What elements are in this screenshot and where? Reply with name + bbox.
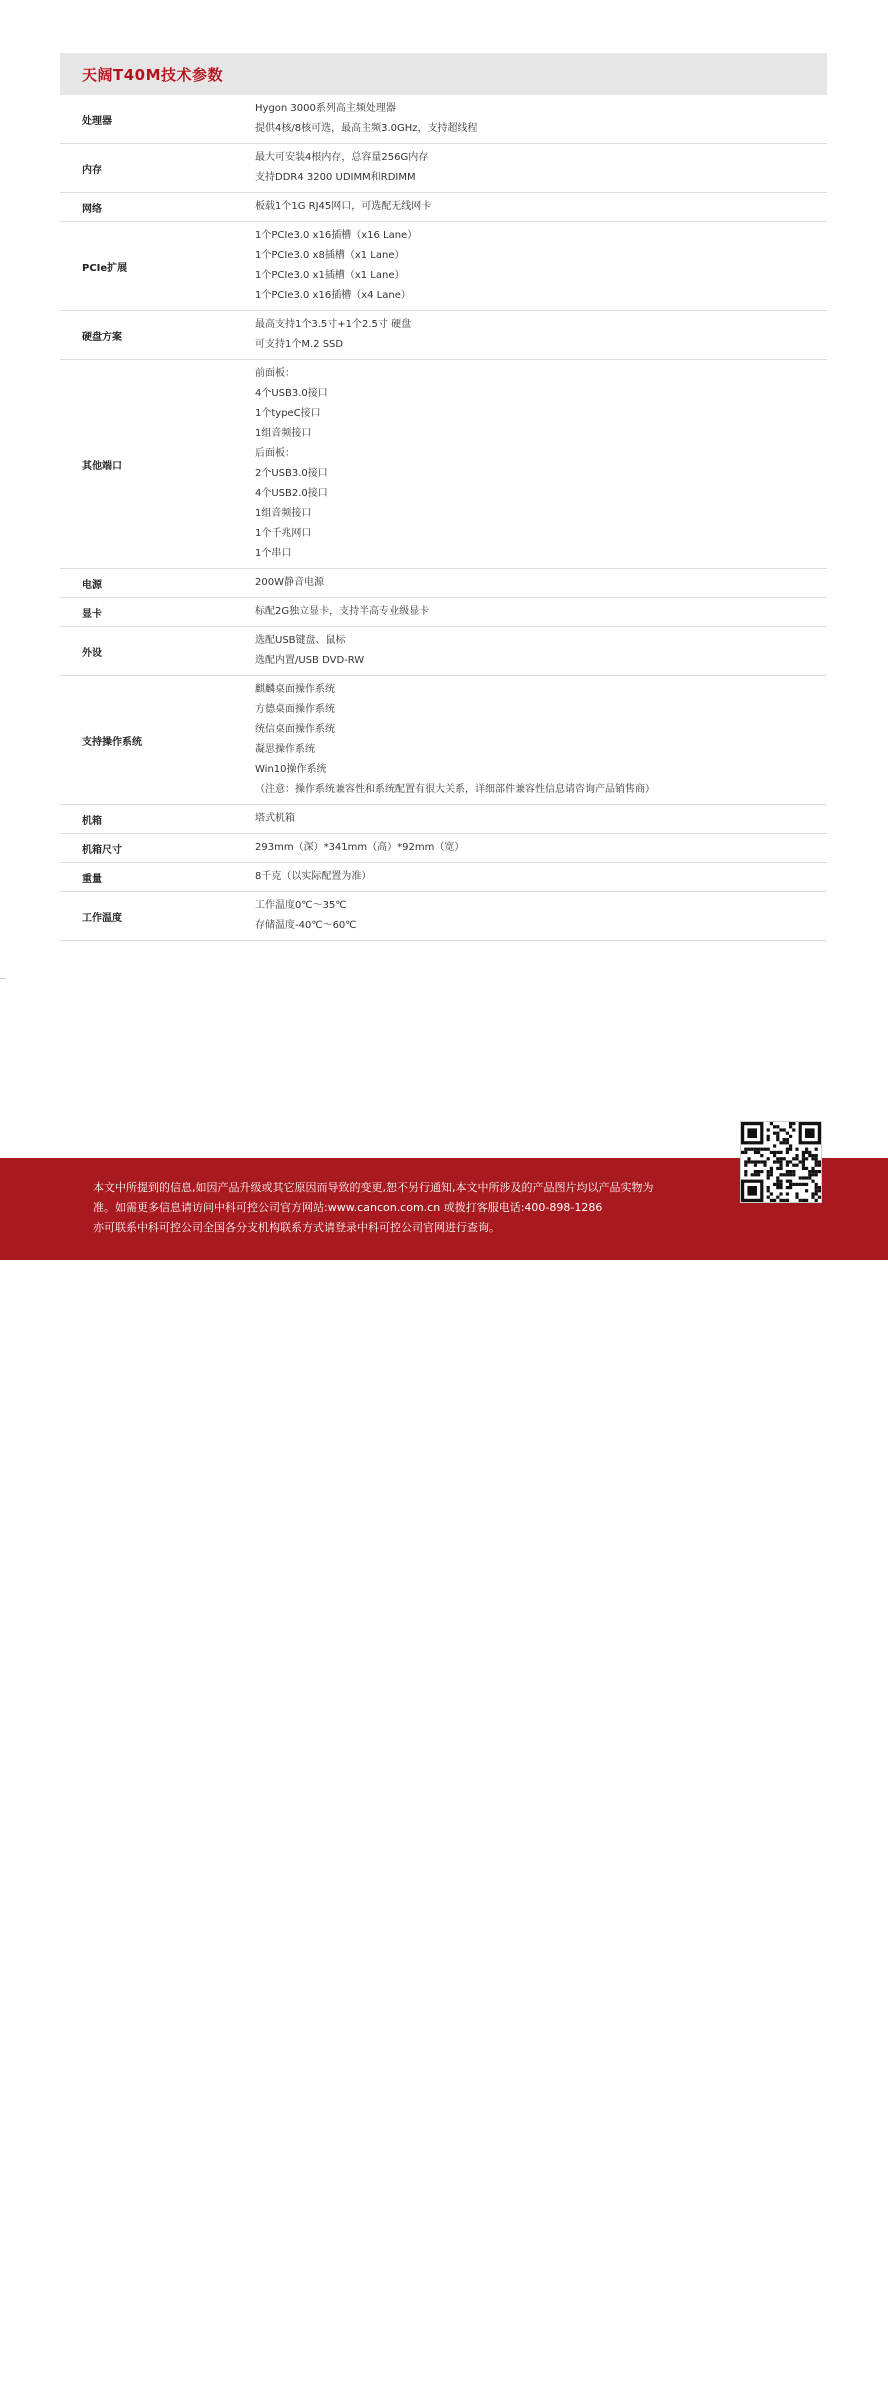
- qr-module: [805, 1189, 808, 1192]
- spec-row: [60, 95, 827, 144]
- qr-module: [815, 1154, 818, 1157]
- qr-module: [779, 1164, 782, 1167]
- qr-module: [795, 1196, 798, 1199]
- qr-module: [783, 1141, 786, 1144]
- qr-module: [802, 1183, 805, 1186]
- qr-module: [779, 1160, 782, 1163]
- spec-values: [255, 569, 827, 597]
- qr-code-graphic: [741, 1122, 821, 1202]
- qr-module: [795, 1164, 798, 1167]
- edge-mark: [0, 978, 6, 979]
- qr-module: [792, 1164, 795, 1167]
- qr-module: [757, 1170, 760, 1173]
- spec-row: [60, 222, 827, 311]
- qr-module: [789, 1160, 792, 1163]
- spec-value-line: 200W静音电源: [255, 577, 324, 588]
- qr-module: [786, 1132, 789, 1135]
- spec-header: [60, 53, 827, 95]
- qr-module: [802, 1164, 805, 1167]
- qr-module: [805, 1167, 808, 1170]
- qr-module: [744, 1151, 747, 1154]
- qr-module: [779, 1167, 782, 1170]
- spec-value-line: 选配USB键盘、鼠标: [255, 635, 346, 646]
- qr-module: [767, 1189, 770, 1192]
- spec-label: 重量: [82, 873, 102, 885]
- spec-values: [255, 627, 827, 675]
- qr-module: [808, 1154, 811, 1157]
- spec-value-line: 选配内置/USB DVD-RW: [255, 655, 365, 666]
- qr-module: [818, 1196, 821, 1199]
- qr-module: [770, 1151, 773, 1154]
- qr-module: [815, 1164, 818, 1167]
- spec-row: [60, 144, 827, 193]
- qr-module: [786, 1160, 789, 1163]
- spec-label: 硬盘方案: [82, 331, 122, 343]
- spec-value-line: 1个PCIe3.0 x16插槽（x16 Lane）: [255, 230, 418, 241]
- qr-module: [767, 1196, 770, 1199]
- qr-module: [779, 1183, 782, 1186]
- qr-module: [815, 1183, 818, 1186]
- qr-module: [754, 1170, 757, 1173]
- qr-module: [760, 1154, 763, 1157]
- spec-value-line: 统信桌面操作系统: [255, 724, 335, 735]
- qr-module: [779, 1141, 782, 1144]
- qr-module: [815, 1189, 818, 1192]
- qr-module: [802, 1151, 805, 1154]
- qr-module: [811, 1173, 814, 1176]
- qr-caption-line: 中科可控官网进行查询: [747, 2379, 817, 2387]
- qr-module: [811, 1192, 814, 1195]
- qr-module: [744, 1164, 747, 1167]
- spec-row: [60, 360, 827, 569]
- qr-module: [789, 1186, 792, 1189]
- qr-module: [815, 1173, 818, 1176]
- spec-row: [60, 676, 827, 805]
- qr-module: [747, 1157, 750, 1160]
- spec-values: [255, 193, 827, 221]
- spec-value-line: 293mm（深）*341mm（高）*92mm（宽）: [255, 842, 465, 853]
- qr-module: [789, 1144, 792, 1147]
- qr-module: [799, 1176, 802, 1179]
- spec-label: 显卡: [82, 608, 102, 620]
- qr-module: [815, 1199, 818, 1202]
- spec-label: 工作温度: [82, 912, 122, 924]
- footer-line: 本文中所提到的信息,如因产品升级或其它原因而导致的变更,恕不另行通知,本文中所涉及的产品图片均以产品实物为: [93, 1181, 654, 1194]
- spec-label: 外设: [82, 647, 102, 659]
- spec-title: 天阔T40M技术参数: [82, 65, 224, 84]
- qr-module: [786, 1192, 789, 1195]
- qr-module: [786, 1170, 789, 1173]
- spec-value-line: 1个串口: [255, 548, 292, 559]
- spec-value-line: 1个千兆网口: [255, 528, 312, 539]
- qr-module: [811, 1157, 814, 1160]
- qr-module: [789, 1183, 792, 1186]
- qr-module: [767, 1138, 770, 1141]
- qr-module: [773, 1125, 776, 1128]
- qr-module: [779, 1199, 782, 1202]
- qr-module: [773, 1154, 776, 1157]
- spec-values: [255, 892, 827, 940]
- spec-section: [60, 53, 827, 941]
- qr-module: [773, 1132, 776, 1135]
- spec-row: [60, 892, 827, 941]
- spec-values: [255, 311, 827, 359]
- spec-values: [255, 863, 827, 891]
- qr-module: [754, 1160, 757, 1163]
- qr-module: [792, 1157, 795, 1160]
- qr-module: [799, 1199, 802, 1202]
- qr-module: [779, 1192, 782, 1195]
- qr-module: [779, 1186, 782, 1189]
- qr-module: [776, 1132, 779, 1135]
- qr-module: [757, 1151, 760, 1154]
- spec-row: [60, 627, 827, 676]
- qr-module: [792, 1170, 795, 1173]
- qr-module: [789, 1122, 792, 1125]
- qr-module: [779, 1157, 782, 1160]
- qr-module: [795, 1154, 798, 1157]
- qr-module: [815, 1192, 818, 1195]
- qr-module: [767, 1170, 770, 1173]
- qr-module: [815, 1148, 818, 1151]
- qr-module: [773, 1151, 776, 1154]
- qr-module: [805, 1183, 808, 1186]
- qr-module: [786, 1164, 789, 1167]
- spec-value-line: Hygon 3000系列高主频处理器: [255, 103, 396, 114]
- spec-row: [60, 193, 827, 222]
- spec-row: [60, 834, 827, 863]
- spec-value-line: 8千克（以实际配置为准）: [255, 871, 372, 882]
- spec-values: [255, 222, 827, 310]
- qr-module: [818, 1160, 821, 1163]
- qr-module: [773, 1183, 776, 1186]
- qr-module: [760, 1170, 763, 1173]
- qr-module: [815, 1170, 818, 1173]
- qr-module: [776, 1125, 779, 1128]
- qr-module: [786, 1141, 789, 1144]
- spec-row: [60, 598, 827, 627]
- qr-module: [754, 1164, 757, 1167]
- qr-module: [818, 1186, 821, 1189]
- qr-module: [776, 1157, 779, 1160]
- qr-module: [786, 1151, 789, 1154]
- qr-module: [760, 1148, 763, 1151]
- qr-module: [811, 1167, 814, 1170]
- qr-module: [789, 1125, 792, 1128]
- spec-value-line: 凝思操作系统: [255, 744, 315, 755]
- qr-module: [799, 1183, 802, 1186]
- qr-module: [767, 1176, 770, 1179]
- qr-module: [811, 1180, 814, 1183]
- qr-module: [770, 1173, 773, 1176]
- qr-module: [776, 1138, 779, 1141]
- spec-label: 机箱尺寸: [82, 844, 122, 856]
- qr-module: [795, 1148, 798, 1151]
- qr-module: [767, 1186, 770, 1189]
- qr-module: [786, 1186, 789, 1189]
- qr-module: [773, 1144, 776, 1147]
- spec-row: [60, 311, 827, 360]
- spec-values: [255, 805, 827, 833]
- spec-values: [255, 144, 827, 192]
- spec-value-line: 最大可安装4根内存，总容量256G内存: [255, 152, 429, 163]
- qr-module: [786, 1173, 789, 1176]
- qr-module: [773, 1160, 776, 1163]
- footer-line: 准。如需更多信息请访问中科可控公司官方网站:www.cancon.com.cn 或拨打客服电话:400-898-1286: [93, 1201, 603, 1214]
- spec-value-line: 塔式机箱: [255, 813, 295, 824]
- qr-module: [808, 1173, 811, 1176]
- qr-module: [815, 1160, 818, 1163]
- qr-module: [789, 1148, 792, 1151]
- spec-label: PCIe扩展: [82, 262, 128, 274]
- qr-module: [808, 1170, 811, 1173]
- qr-module: [789, 1135, 792, 1138]
- qr-module: [744, 1170, 747, 1173]
- qr-module: [760, 1160, 763, 1163]
- qr-module: [757, 1148, 760, 1151]
- qr-module: [786, 1199, 789, 1202]
- spec-label: 网络: [82, 203, 102, 215]
- qr-module: [795, 1157, 798, 1160]
- qr-module: [783, 1138, 786, 1141]
- qr-module: [767, 1128, 770, 1131]
- qr-module: [747, 1186, 757, 1196]
- qr-module: [776, 1151, 779, 1154]
- spec-value-line: 存储温度-40℃～60℃: [255, 920, 357, 931]
- qr-module: [779, 1128, 782, 1131]
- qr-module: [754, 1173, 757, 1176]
- qr-module: [747, 1148, 750, 1151]
- spec-label: 支持操作系统: [82, 736, 142, 748]
- qr-module: [757, 1160, 760, 1163]
- qr-module: [786, 1180, 789, 1183]
- spec-label: 机箱: [82, 815, 102, 827]
- spec-value-line: 标配2G独立显卡，支持半高专业级显卡: [255, 606, 430, 617]
- qr-module: [786, 1148, 789, 1151]
- qr-caption: [726, 2365, 838, 2389]
- qr-module: [792, 1183, 795, 1186]
- spec-row: [60, 569, 827, 598]
- spec-row: [60, 863, 827, 892]
- spec-values: [255, 598, 827, 626]
- spec-row: [60, 805, 827, 834]
- qr-module: [744, 1160, 747, 1163]
- qr-module: [795, 1192, 798, 1195]
- spec-table: [60, 95, 827, 941]
- spec-value-line: 1个typeC接口: [255, 408, 321, 419]
- qr-module: [789, 1173, 792, 1176]
- spec-label: 内存: [82, 164, 102, 176]
- spec-value-line: 方德桌面操作系统: [255, 704, 335, 715]
- qr-module: [751, 1160, 754, 1163]
- qr-module: [770, 1170, 773, 1173]
- qr-module: [783, 1157, 786, 1160]
- qr-module: [805, 1148, 808, 1151]
- qr-module: [776, 1176, 779, 1179]
- spec-label: 其他端口: [82, 460, 122, 472]
- qr-module: [767, 1157, 770, 1160]
- qr-module: [792, 1122, 795, 1125]
- qr-module: [770, 1122, 773, 1125]
- qr-module: [802, 1160, 805, 1163]
- qr-module: [770, 1192, 773, 1195]
- spec-value-line: 后面板：: [255, 448, 295, 459]
- qr-module: [763, 1148, 766, 1151]
- qr-module: [815, 1157, 818, 1160]
- qr-module: [754, 1151, 757, 1154]
- qr-module: [779, 1151, 782, 1154]
- qr-module: [770, 1167, 773, 1170]
- qr-module: [763, 1164, 766, 1167]
- qr-module: [792, 1173, 795, 1176]
- spec-value-line: 1组音频接口: [255, 508, 312, 519]
- spec-value-line: Win10操作系统: [255, 764, 327, 775]
- qr-module: [751, 1173, 754, 1176]
- spec-value-line: 1个PCIe3.0 x8插槽（x1 Lane）: [255, 250, 405, 261]
- qr-module: [802, 1157, 805, 1160]
- qr-module: [767, 1173, 770, 1176]
- spec-label: 处理器: [82, 115, 112, 127]
- qr-module: [747, 1160, 750, 1163]
- qr-module: [818, 1170, 821, 1173]
- qr-module: [818, 1164, 821, 1167]
- qr-module: [802, 1154, 805, 1157]
- qr-module: [744, 1148, 747, 1151]
- qr-module: [763, 1160, 766, 1163]
- spec-value-line: 提供4核/8核可选，最高主频3.0GHz，支持超线程: [255, 123, 478, 134]
- spec-value-line: 最高支持1个3.5寸+1个2.5寸 硬盘: [255, 319, 412, 330]
- qr-module: [805, 1157, 808, 1160]
- qr-caption-line: 如需更多信息请登录: [750, 2367, 814, 2375]
- spec-value-line: 4个USB3.0接口: [255, 388, 328, 399]
- qr-module: [808, 1151, 811, 1154]
- qr-module: [776, 1160, 779, 1163]
- spec-value-line: 可支持1个M.2 SSD: [255, 339, 344, 350]
- qr-module: [779, 1180, 782, 1183]
- qr-module: [741, 1151, 744, 1154]
- qr-module: [757, 1173, 760, 1176]
- spec-value-line: 前面板：: [255, 368, 295, 379]
- spec-values: [255, 834, 827, 862]
- qr-module: [776, 1167, 779, 1170]
- qr-module: [773, 1199, 776, 1202]
- qr-module: [783, 1173, 786, 1176]
- spec-value-line: 工作温度0℃～35℃: [255, 900, 347, 911]
- qr-module: [779, 1173, 782, 1176]
- qr-module: [776, 1186, 779, 1189]
- qr-module: [805, 1176, 808, 1179]
- spec-value-line: 支持DDR4 3200 UDIMM和RDIMM: [255, 172, 416, 183]
- spec-value-line: （注意：操作系统兼容性和系统配置有很大关系，详细部件兼容性信息请咨询产品销售商）: [255, 784, 655, 795]
- qr-module: [805, 1199, 808, 1202]
- qr-module: [776, 1180, 779, 1183]
- qr-module: [754, 1148, 757, 1151]
- qr-module: [811, 1170, 814, 1173]
- footer-line: 亦可联系中科可控公司全国各分支机构联系方式请登录中科可控公司官网进行查询。: [93, 1221, 500, 1234]
- qr-module: [751, 1148, 754, 1151]
- qr-module: [770, 1199, 773, 1202]
- qr-module: [795, 1183, 798, 1186]
- qr-module: [802, 1199, 805, 1202]
- spec-value-line: 2个USB3.0接口: [255, 468, 328, 479]
- qr-module: [818, 1189, 821, 1192]
- qr-module: [783, 1128, 786, 1131]
- qr-module: [776, 1196, 779, 1199]
- qr-module: [747, 1128, 757, 1138]
- spec-value-line: 板载1个1G RJ45网口，可选配无线网卡: [255, 201, 432, 212]
- qr-module: [776, 1135, 779, 1138]
- spec-values: [255, 360, 827, 568]
- spec-values: [255, 95, 827, 143]
- qr-module: [811, 1196, 814, 1199]
- qr-module: [802, 1176, 805, 1179]
- qr-module: [776, 1183, 779, 1186]
- qr-module: [811, 1154, 814, 1157]
- qr-module: [802, 1167, 805, 1170]
- footer-disclaimer: [93, 1178, 713, 1238]
- qr-module: [789, 1170, 792, 1173]
- spec-value-line: 4个USB2.0接口: [255, 488, 328, 499]
- spec-value-line: 1个PCIe3.0 x16插槽（x4 Lane）: [255, 290, 411, 301]
- qr-module: [815, 1186, 818, 1189]
- qr-module: [808, 1176, 811, 1179]
- spec-value-line: 麒麟桌面操作系统: [255, 684, 335, 695]
- qr-module: [767, 1148, 770, 1151]
- qr-module: [789, 1180, 792, 1183]
- spec-label: 电源: [82, 579, 102, 591]
- qr-module: [792, 1128, 795, 1131]
- spec-values: [255, 676, 827, 804]
- qr-module: [805, 1128, 815, 1138]
- qr-module: [805, 1151, 808, 1154]
- qr-module: [767, 1135, 770, 1138]
- spec-value-line: 1组音频接口: [255, 428, 312, 439]
- spec-value-line: 1个PCIe3.0 x1插槽（x1 Lane）: [255, 270, 405, 281]
- qr-module: [744, 1173, 747, 1176]
- qr-code-icon[interactable]: [740, 1121, 822, 1203]
- qr-module: [786, 1138, 789, 1141]
- qr-module: [783, 1199, 786, 1202]
- qr-module: [799, 1160, 802, 1163]
